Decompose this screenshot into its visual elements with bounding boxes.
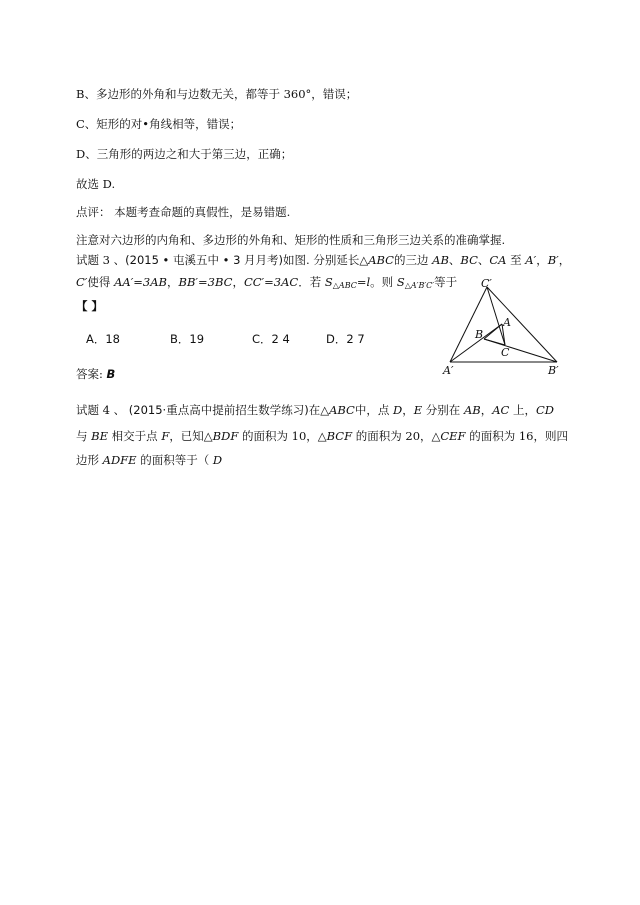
- q3-eq1: AA′=3AB: [114, 275, 168, 289]
- q3-option-c: C．2 4: [252, 332, 290, 346]
- q4-t12: 的面积为 16，则四: [465, 429, 568, 443]
- q4-d: D: [393, 403, 403, 417]
- q4-t5: ，: [480, 403, 493, 417]
- q3-text1: 如图. 分别延长△: [283, 253, 369, 267]
- q4-line1: [76, 402, 554, 418]
- label-a: A: [503, 316, 511, 329]
- q3-line2: [76, 274, 457, 294]
- q3-text4: 使得: [87, 275, 115, 289]
- q3-bc: BC: [460, 253, 478, 267]
- q4-answer: D: [212, 453, 223, 467]
- q3-s1-sub: △ABC: [332, 281, 357, 290]
- q4-e: E: [413, 403, 423, 417]
- q3-abc: ABC: [368, 253, 394, 267]
- q4-prefix: 试题 4 、: [76, 403, 126, 417]
- line-comment: 点评： 本题考查命题的真假性，是易错题.: [76, 205, 291, 219]
- q3-s1-tail: =l: [356, 275, 371, 289]
- q3-eq2: BB′=3BC: [178, 275, 233, 289]
- q3-sep2: 、: [477, 253, 490, 267]
- q3-text5: ．若: [298, 275, 325, 289]
- q4-line2: [76, 428, 568, 444]
- q4-adfe: ADFE: [102, 453, 137, 467]
- q4-t6: 上，: [509, 403, 536, 417]
- q3-sep5: ，: [167, 275, 179, 289]
- q4-t10: 的面积为 10，△: [238, 429, 327, 443]
- label-cprime: C′: [481, 278, 492, 290]
- q4-t8: 相交于点: [108, 429, 162, 443]
- q3-text2: 的三边: [393, 253, 433, 267]
- q4-t14: 的面积等于（: [136, 453, 213, 467]
- q3-option-d: D．2 7: [326, 332, 365, 346]
- q3-s2: S: [396, 275, 405, 289]
- line-c: C、矩形的对•角线相等，错误；: [76, 117, 242, 131]
- q3-answer-line: [76, 366, 115, 382]
- q3-text7: 等于: [434, 275, 458, 289]
- q3-text3: 至: [506, 253, 526, 267]
- q4-t9: ，已知△: [169, 429, 213, 443]
- q3-options: [86, 331, 365, 347]
- q3-ca: CA: [489, 253, 507, 267]
- q4-ac: AC: [492, 403, 510, 417]
- q4-cef: CEF: [440, 429, 466, 443]
- q4-t1: 在△: [308, 403, 330, 417]
- line-b: B、多边形的外角和与边数无关，都等于 360°，错误；: [76, 87, 358, 101]
- line-note: 注意对六边形的内角和、多边形的外角和、矩形的性质和三角形三边关系的准确掌握.: [76, 233, 506, 247]
- q3-s2-sub: △A′B′C′: [404, 281, 435, 290]
- q4-t13: 边形: [76, 453, 103, 467]
- q4-be: BE: [91, 429, 109, 443]
- q3-option-b: B．19: [170, 332, 205, 346]
- label-c: C: [501, 346, 510, 359]
- line-choose: 故选 D.: [76, 177, 116, 191]
- q4-t3: ，: [402, 403, 414, 417]
- q3-text6: 。则: [370, 275, 397, 289]
- q3-line1: [76, 252, 570, 268]
- q4-ab: AB: [463, 403, 481, 417]
- label-aprime: A′: [443, 364, 454, 376]
- q3-answer-label: 答案:: [76, 367, 103, 381]
- q3-option-a: A．18: [86, 332, 121, 346]
- q3-source: (2015 • 屯溪五中 • 3 月月考): [125, 253, 284, 267]
- q3-answer: B: [106, 367, 116, 381]
- q4-t11: 的面积为 20，△: [352, 429, 441, 443]
- q3-aprime: A′: [525, 253, 537, 267]
- q4-bcf: BCF: [326, 429, 353, 443]
- triangle-figure: [440, 278, 570, 376]
- q3-bprime: B′: [547, 253, 559, 267]
- q3-eq3: CC′=3AC: [243, 275, 299, 289]
- q4-bdf: BDF: [212, 429, 239, 443]
- edge-cprime-aprime: [450, 287, 487, 362]
- q3-bracket: 【 】: [76, 299, 104, 313]
- label-bprime: B′: [548, 364, 559, 376]
- q3-ab: AB: [432, 253, 449, 267]
- q4-f: F: [161, 429, 170, 443]
- q4-t2: 中，点: [354, 403, 393, 417]
- q3-sep3: ，: [536, 253, 548, 267]
- q4-line3: [76, 452, 222, 468]
- q3-cprime: C′: [76, 275, 88, 289]
- q4-abc: ABC: [329, 403, 355, 417]
- q3-s1: S: [324, 275, 333, 289]
- q4-t7: 与: [76, 429, 92, 443]
- q3-sep6: ，: [232, 275, 244, 289]
- line-d: D、三角形的两边之和大于第三边，正确；: [76, 147, 293, 161]
- q4-t4: 分别在: [422, 403, 464, 417]
- q4-cd: CD: [535, 403, 555, 417]
- q3-prefix: 试题 3 、: [76, 253, 126, 267]
- label-b: B: [475, 328, 484, 341]
- q4-source: (2015·重点高中提前招生数学练习): [128, 403, 309, 417]
- q3-sep1: 、: [448, 253, 461, 267]
- q3-sep4: ，: [558, 253, 571, 267]
